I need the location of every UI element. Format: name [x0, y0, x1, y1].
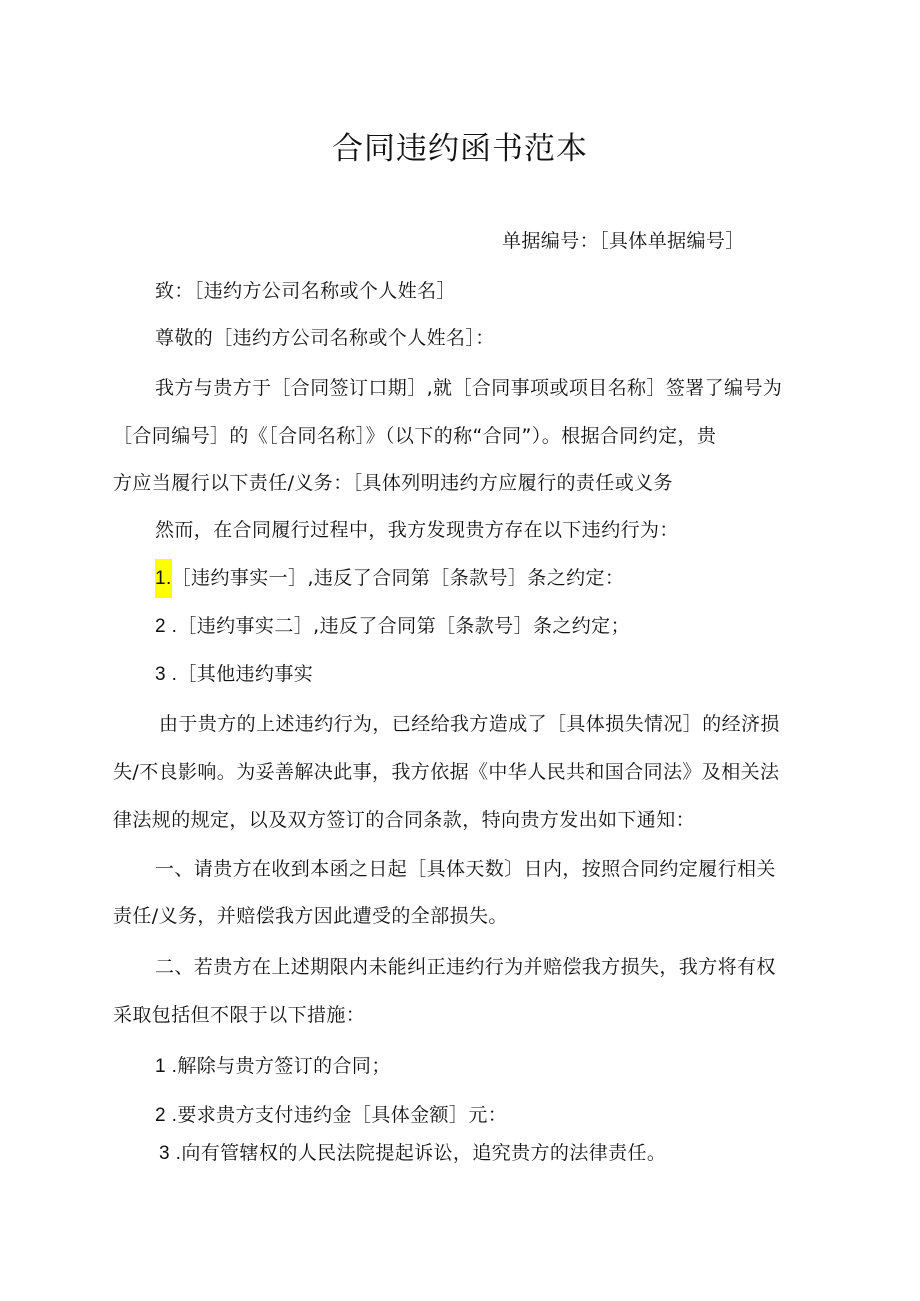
breach-item-1-number: 1.: [155, 559, 172, 598]
loss-paragraph-line-3: 律法规的规定，以及双方签订的合同条款，特向贵方发出如下通知：: [113, 809, 696, 831]
notice-2-line-1: 二、若贵方在上述期限内未能纠正违约行为并赔偿我方损失，我方将有权: [155, 956, 776, 978]
breach-item-1-text: ［违约事实一］,违反了合同第［条款号］条之约定：: [171, 567, 625, 589]
intro-paragraph-line-3: 方应当履行以下责任/义务：［具体列明违约方应履行的责任或义务: [113, 472, 673, 494]
intro-paragraph-line-1: 我方与贵方于［合同签订口期］,就［合同事项或项目名称］签署了编号为: [155, 377, 783, 399]
measure-item-2-text: 要求贵方支付违约金［具体金额］元：: [177, 1104, 508, 1126]
recipient-line: 致：［违约方公司名称或个人姓名］: [155, 280, 456, 302]
document-title: 合同违约函书范本: [332, 131, 588, 167]
notice-1-line-2: 责任/义务，并赔偿我方因此遭受的全部损失。: [113, 905, 508, 927]
breach-item-2: [155, 614, 630, 639]
breach-item-3-number: 3 .: [155, 664, 178, 685]
measure-item-1-text: 解除与贵方签订的合同；: [177, 1055, 391, 1077]
breach-item-2-text: ［违约事实二］,违反了合同第［条款号］条之约定；: [177, 615, 630, 637]
loss-paragraph-line-2: 失/不良影响。为妥善解决此事，我方依据《中华人民共和国合同法》及相关法: [113, 761, 780, 783]
measure-item-3-text: 向有管辖权的人民法院提起诉讼，追究贵方的法律责任。: [181, 1142, 667, 1164]
breach-item-3: [155, 662, 313, 687]
intro-paragraph-line-2: ［合同编号］的《［合同名称］》（以下的称“合同”）。根据合同约定，贵: [113, 425, 717, 447]
loss-paragraph-line-1: 由于贵方的上述违约行为，已经给我方造成了［具体损失情况］的经济损: [159, 713, 780, 735]
breach-intro: 然而，在合同履行过程中，我方发现贵方存在以下违约行为：: [155, 519, 679, 541]
measure-item-1: [155, 1054, 391, 1079]
breach-item-1: [155, 566, 624, 591]
breach-item-3-text: ［其他违约事实: [177, 663, 314, 685]
notice-2-line-2: 采取包括但不限于以下措施：: [113, 1004, 366, 1026]
measure-item-2-number: 2 .: [155, 1105, 178, 1126]
notice-1-line-1: 一、请贵方在收到本函之日起［具体天数〕日内，按照合同约定履行相关: [155, 858, 776, 880]
measure-item-1-number: 1 .: [155, 1056, 178, 1077]
salutation: 尊敬的［违约方公司名称或个人姓名］：: [155, 327, 495, 349]
measure-item-2: [155, 1103, 507, 1128]
breach-item-2-number: 2 .: [155, 616, 178, 637]
document-number: 单据编号：［具体单据编号］: [502, 230, 745, 252]
measure-item-3: [159, 1141, 666, 1166]
measure-item-3-number: 3 .: [159, 1143, 182, 1164]
